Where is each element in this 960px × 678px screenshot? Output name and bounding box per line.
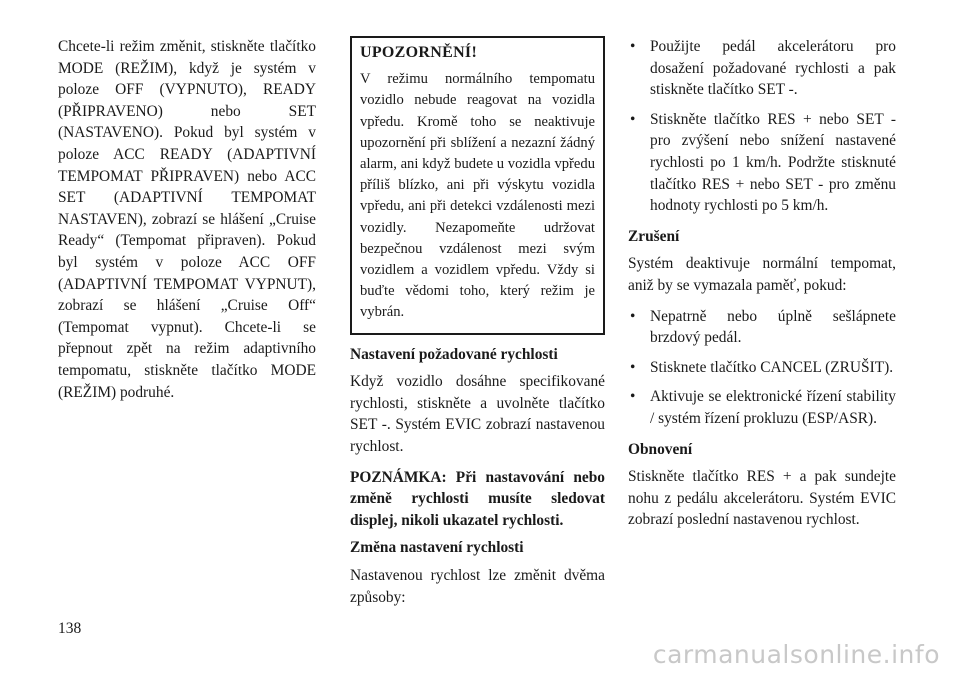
change-speed-list xyxy=(628,36,896,217)
note: POZNÁMKA: Při nastavování nebo změně rychlosti musíte sledovat displej, nikoli ukazatel rychlosti. xyxy=(350,468,605,529)
resume-paragraph: Stiskněte tlačítko RES + a pak sundejte nohu z pedálu akcelerátoru. Systém EVIC zobrazí poslední nastavenou rychlost. xyxy=(628,468,896,529)
heading-resume: Obnovení xyxy=(628,440,693,458)
heading-change-speed: Změna nastavení rychlosti xyxy=(350,539,524,557)
column-middle xyxy=(350,36,605,617)
cancel-paragraph: Systém deaktivuje normální tempomat, aniž by se vymazala paměť, pokud: xyxy=(628,255,896,294)
heading-set-speed: Nastavení požadované rychlosti xyxy=(350,345,558,363)
page-number: 138 xyxy=(58,620,82,637)
list-item: • Stisknete tlačítko CANCEL (ZRUŠIT). xyxy=(628,357,896,379)
warning-text: V režimu normálního tempomatu vozidlo nebude reagovat na vozidla vpředu. Kromě toho se neaktivuje upozornění při sblížení a nezazní žádný alarm, ani když budete u vozidla vpředu příliš blízko, ani při výskytu vozidla vpředu, ani při detekci vzdálenosti mezi vozidly. Nezapomeňte udržovat bezpečnou vzdálenost mezi svým vozidlem a vozidlem vpředu. Vždy si buďte vědomi toho, který režim je vybrán. xyxy=(360,71,595,321)
list-item: • Stiskněte tlačítko RES + nebo SET - pro zvýšení nebo snížení nastavené rychlosti po 1 km/h. Podržte stisknuté tlačítko RES + nebo SET - pro změnu hodnoty rychlosti po 5 km/h. xyxy=(628,109,896,217)
list-item: • Použijte pedál akcelerátoru pro dosažení požadované rychlosti a pak stiskněte tlačítko SET -. xyxy=(628,36,896,101)
set-speed-paragraph: Když vozidlo dosáhne specifikované rychlosti, stiskněte a uvolněte tlačítko SET -. Systém EVIC zobrazí nastavenou rychlost. xyxy=(350,373,605,456)
change-speed-paragraph: Nastavenou rychlost lze změnit dvěma způsoby: xyxy=(350,566,605,606)
list-item: • Nepatrně nebo úplně sešlápnete brzdový pedál. xyxy=(628,306,896,349)
warning-box xyxy=(350,36,605,335)
mode-switch-paragraph: Chcete-li režim změnit, stiskněte tlačítko MODE (REŽIM), když je systém v poloze OFF (VYPNUTO), READY (PŘIPRAVENO) nebo SET (NASTAVENO). Pokud byl systém v poloze ACC READY (ADAPTIVNÍ TEMPOMAT PŘIPRAVEN) nebo ACC SET (ADAPTIVNÍ TEMPOMAT NASTAVEN), zobrazí se hlášení „Cruise Ready“ (Tempomat připraven). Pokud byl systém v poloze ACC OFF (ADAPTIVNÍ TEMPOMAT VYPNUT), zobrazí se hlášení „Cruise Off“ (Tempomat vypnut). Chcete-li se přepnout zpět na režim adaptivního tempomatu, stiskněte tlačítko MODE (REŽIM) podruhé. xyxy=(58,38,316,401)
heading-cancel: Zrušení xyxy=(628,227,680,245)
warning-title: UPOZORNĚNÍ! xyxy=(360,44,478,61)
column-right xyxy=(628,36,896,540)
list-item: • Aktivuje se elektronické řízení stability / systém řízení prokluzu (ESP/ASR). xyxy=(628,386,896,429)
column-left xyxy=(58,36,316,412)
watermark: carmanualsonline.info xyxy=(652,640,940,669)
cancel-list xyxy=(628,306,896,430)
